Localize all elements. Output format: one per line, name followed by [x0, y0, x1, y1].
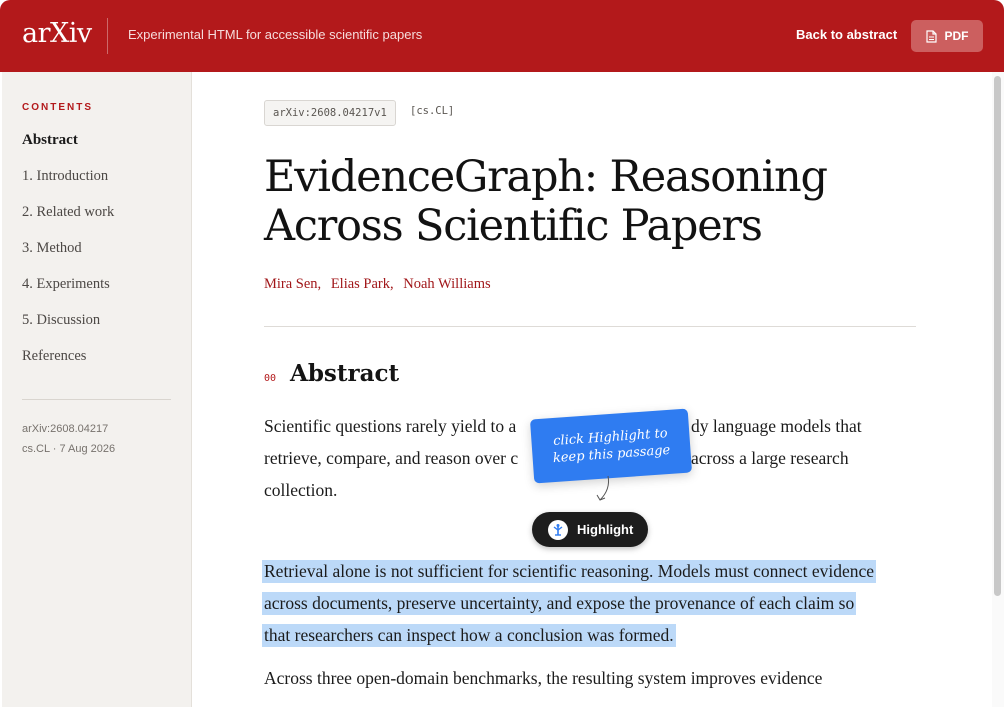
toc-heading: CONTENTS — [22, 102, 93, 113]
highlighter-icon — [548, 520, 568, 540]
author-link[interactable]: Noah Williams — [403, 276, 491, 292]
document-icon — [926, 30, 937, 43]
paper-title-line-2: Across Scientific Papers — [264, 201, 762, 251]
scrollbar-thumb[interactable] — [994, 76, 1001, 596]
highlight-button[interactable] — [532, 512, 648, 547]
toc-item-references[interactable]: References — [22, 348, 87, 364]
paper-title-line-1: EvidenceGraph: Reasoning — [264, 152, 827, 202]
toc-item-method[interactable]: 3. Method — [22, 240, 82, 256]
highlighted-passage-line[interactable]: Retrieval alone is not sufficient for scientific reasoning. Models must connect evidence — [264, 561, 875, 581]
toc-item-abstract[interactable]: Abstract — [22, 132, 78, 148]
sidebar-category-date: cs.CL · 7 Aug 2026 — [22, 443, 116, 455]
toc-item-discussion[interactable]: 5. Discussion — [22, 312, 101, 328]
section-number: 00 — [264, 373, 277, 384]
callout-text-line-2: keep this passage — [552, 442, 671, 467]
toc-item-related-work[interactable]: 2. Related work — [22, 204, 115, 220]
header-tagline: Experimental HTML for accessible scientific papers — [128, 27, 423, 42]
toc-item-introduction[interactable]: 1. Introduction — [22, 168, 109, 184]
title-divider — [264, 326, 916, 327]
abstract-text-line: retrieve, compare, and reason over c — [264, 448, 519, 468]
highlight-button-label: Highlight — [577, 522, 634, 537]
section-heading-abstract: Abstract — [290, 360, 400, 387]
callout-text-line-1: click Highlight to — [552, 426, 669, 449]
back-to-abstract-link[interactable]: Back to abstract — [796, 27, 898, 42]
sidebar-arxiv-id: arXiv:2608.04217 — [22, 423, 109, 435]
abstract-text-line: collection. — [264, 480, 338, 500]
paper-title — [264, 153, 864, 251]
author-link[interactable]: Mira Sen, — [264, 276, 322, 292]
pdf-button[interactable] — [911, 20, 983, 52]
pdf-button-label: PDF — [944, 29, 969, 43]
top-bar — [0, 0, 1004, 72]
author-list — [264, 276, 497, 293]
curved-arrow-icon — [592, 474, 616, 504]
arxiv-logo[interactable]: arXiv — [22, 18, 92, 49]
table-of-contents-sidebar — [2, 72, 192, 707]
abstract-text-line: Scientific questions rarely yield to a — [264, 416, 517, 436]
sidebar-divider — [22, 399, 171, 400]
tutorial-callout — [530, 409, 692, 484]
toc-item-experiments[interactable]: 4. Experiments — [22, 276, 110, 292]
highlighted-passage-line[interactable]: that researchers can inspect how a conclusion was formed. — [264, 625, 674, 645]
header-divider — [107, 18, 108, 54]
abstract-text-line: dy language models that — [691, 416, 862, 436]
abstract-text-line: Across three open-domain benchmarks, the resulting system improves evidence — [264, 668, 823, 688]
author-link[interactable]: Elias Park, — [330, 276, 394, 292]
highlighted-passage-line[interactable]: across documents, preserve uncertainty, and expose the provenance of each claim so — [264, 593, 855, 613]
abstract-text-line: across a large research — [691, 448, 849, 468]
arxiv-id-badge: arXiv:2608.04217v1 — [264, 100, 396, 126]
category-badge: [cs.CL] — [410, 105, 455, 117]
